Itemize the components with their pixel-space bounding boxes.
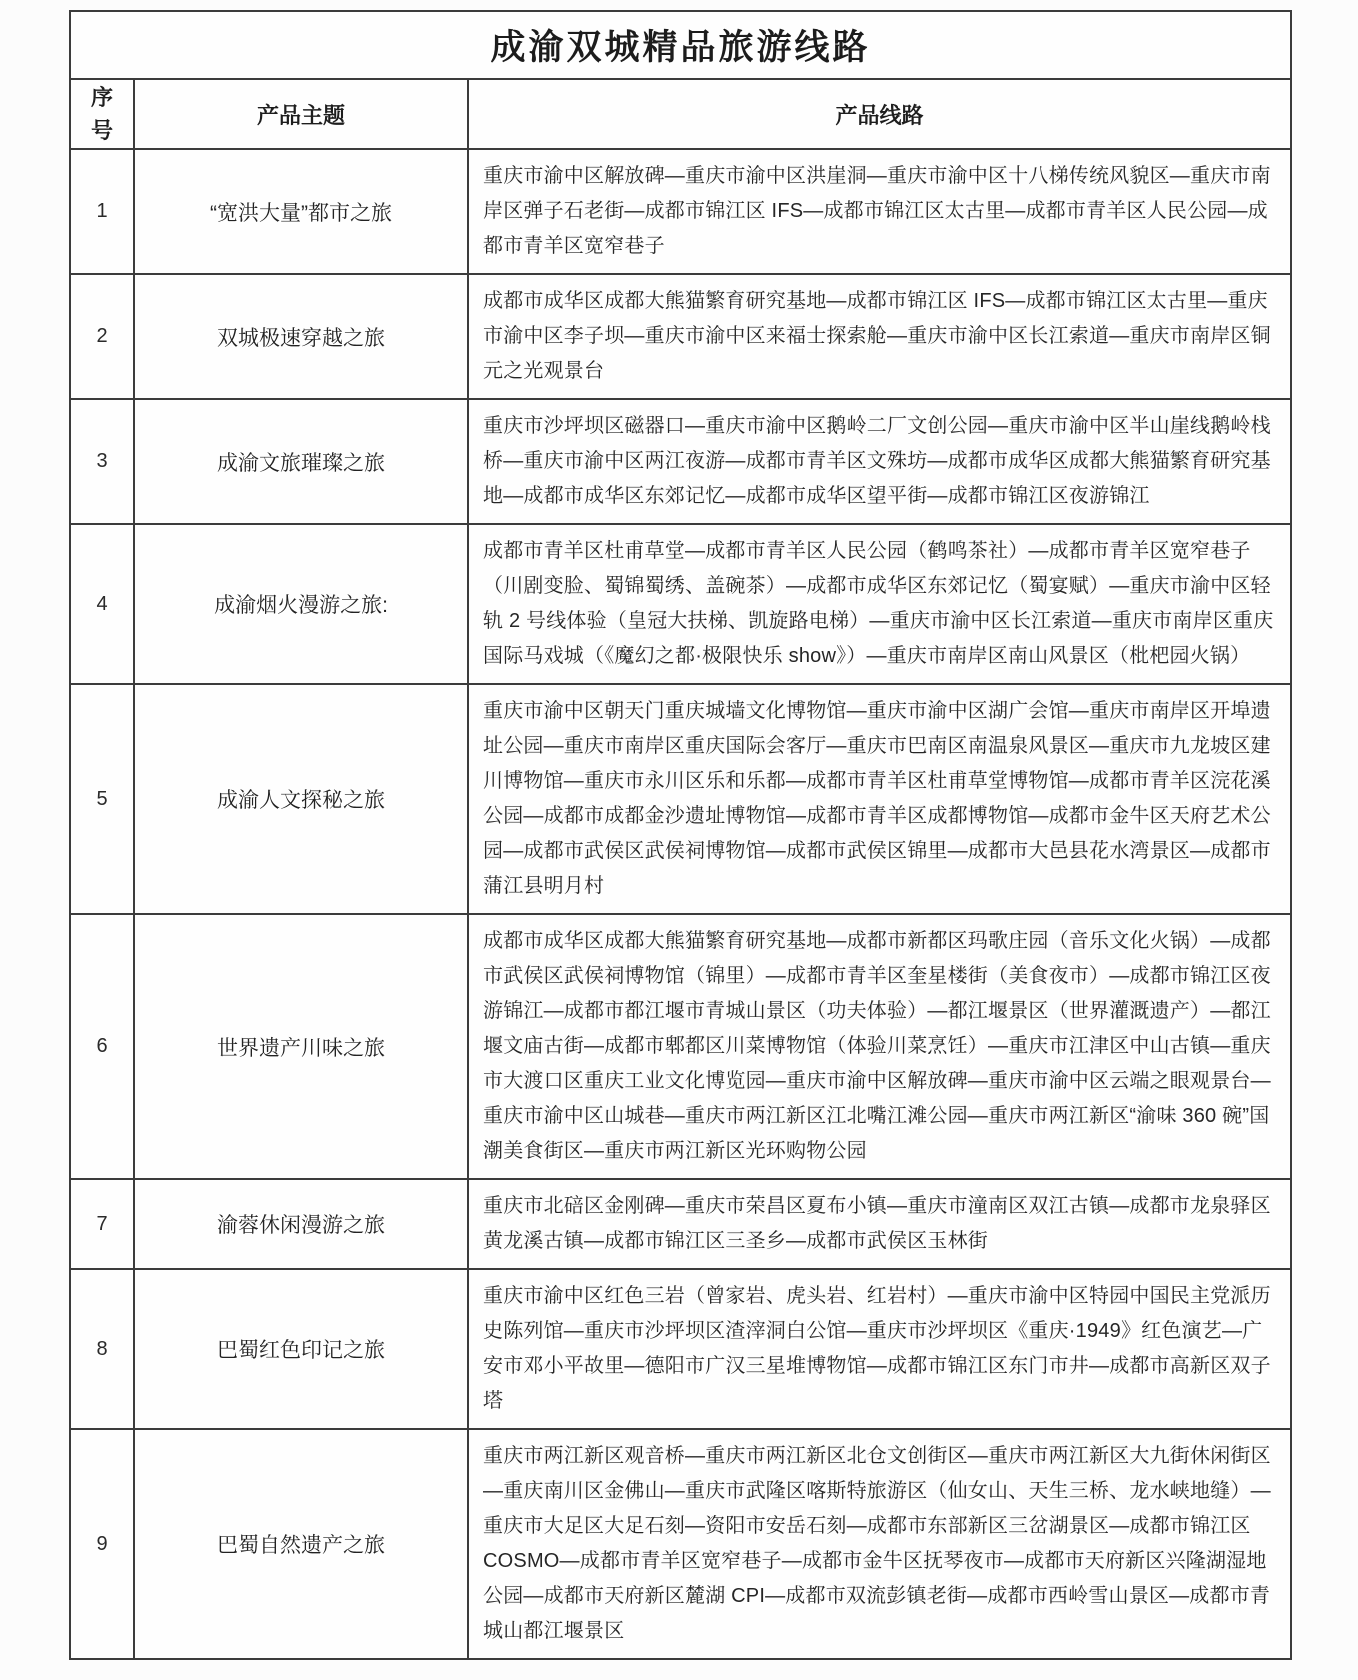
row-route: 重庆市两江新区观音桥—重庆市两江新区北仓文创街区—重庆市两江新区大九街休闲街区—重庆南川区金佛山—重庆市武隆区喀斯特旅游区（仙女山、天生三桥、龙水峡地缝）—重庆市大足区大足石刻—资阳市安岳石刻—成都市东部新区三岔湖景区—成都市锦江区 COSMO—成都市青羊区宽窄巷子—成都市金牛区抚琴夜市—成都市天府新区兴隆湖湿地公园—成都市天府新区麓湖 CPI—成都市双流彭镇老街—成都市西岭雪山景区—成都市青城山都江堰景区 <box>468 1429 1291 1659</box>
row-route: 重庆市北碚区金刚碑—重庆市荣昌区夏布小镇—重庆市潼南区双江古镇—成都市龙泉驿区黄龙溪古镇—成都市锦江区三圣乡—成都市武侯区玉林街 <box>468 1179 1291 1269</box>
row-route: 重庆市渝中区朝天门重庆城墙文化博物馆—重庆市渝中区湖广会馆—重庆市南岸区开埠遗址公园—重庆市南岸区重庆国际会客厅—重庆市巴南区南温泉风景区—重庆市九龙坡区建川博物馆—重庆市永川区乐和乐都—成都市青羊区杜甫草堂博物馆—成都市青羊区浣花溪公园—成都市成都金沙遗址博物馆—成都市青羊区成都博物馆—成都市金牛区天府艺术公园—成都市武侯区武侯祠博物馆—成都市武侯区锦里—成都市大邑县花水湾景区—成都市蒲江县明月村 <box>468 684 1291 914</box>
row-number: 3 <box>70 399 134 524</box>
row-theme: 成渝人文探秘之旅 <box>134 684 468 914</box>
row-theme: 巴蜀自然遗产之旅 <box>134 1429 468 1659</box>
row-number: 5 <box>70 684 134 914</box>
row-route: 成都市青羊区杜甫草堂—成都市青羊区人民公园（鹤鸣茶社）—成都市青羊区宽窄巷子（川剧变脸、蜀锦蜀绣、盖碗茶）—成都市成华区东郊记忆（蜀宴赋）—重庆市渝中区轻轨 2 号线体验（皇冠大扶梯、凯旋路电梯）—重庆市渝中区长江索道—重庆市南岸区重庆国际马戏城（《魔幻之都·极限快乐 show》）—重庆市南岸区南山风景区（枇杷园火锅） <box>468 524 1291 684</box>
row-number: 2 <box>70 274 134 399</box>
row-theme: “宽洪大量”都市之旅 <box>134 149 468 274</box>
table-row <box>70 914 1291 1179</box>
table-title: 成渝双城精品旅游线路 <box>70 11 1291 79</box>
table-row <box>70 399 1291 524</box>
table-row <box>70 1429 1291 1659</box>
row-number: 6 <box>70 914 134 1179</box>
row-number: 1 <box>70 149 134 274</box>
row-number: 9 <box>70 1429 134 1659</box>
header-index-label: 序号 <box>90 85 113 143</box>
row-route: 重庆市渝中区红色三岩（曾家岩、虎头岩、红岩村）—重庆市渝中区特园中国民主党派历史陈列馆—重庆市沙坪坝区渣滓洞白公馆—重庆市沙坪坝区《重庆·1949》红色演艺—广安市邓小平故里—德阳市广汉三星堆博物馆—成都市锦江区东门市井—成都市高新区双子塔 <box>468 1269 1291 1429</box>
table-row <box>70 524 1291 684</box>
table-row <box>70 274 1291 399</box>
table-row <box>70 149 1291 274</box>
header-theme: 产品主题 <box>134 79 468 149</box>
row-number: 7 <box>70 1179 134 1269</box>
row-theme: 双城极速穿越之旅 <box>134 274 468 399</box>
header-route: 产品线路 <box>468 79 1291 149</box>
row-theme: 成渝烟火漫游之旅: <box>134 524 468 684</box>
row-theme: 成渝文旅璀璨之旅 <box>134 399 468 524</box>
table-row <box>70 1269 1291 1429</box>
row-route: 成都市成华区成都大熊猫繁育研究基地—成都市新都区玛歌庄园（音乐文化火锅）—成都市武侯区武侯祠博物馆（锦里）—成都市青羊区奎星楼街（美食夜市）—成都市锦江区夜游锦江—成都市都江堰市青城山景区（功夫体验）—都江堰景区（世界灌溉遗产）—都江堰文庙古街—成都市郫都区川菜博物馆（体验川菜烹饪）—重庆市江津区中山古镇—重庆市大渡口区重庆工业文化博览园—重庆市渝中区解放碑—重庆市渝中区云端之眼观景台—重庆市渝中区山城巷—重庆市两江新区江北嘴江滩公园—重庆市两江新区“渝味 360 碗”国潮美食街区—重庆市两江新区光环购物公园 <box>468 914 1291 1179</box>
tour-routes-table <box>69 10 1292 1660</box>
table-row <box>70 684 1291 914</box>
row-number: 8 <box>70 1269 134 1429</box>
row-route: 重庆市沙坪坝区磁器口—重庆市渝中区鹅岭二厂文创公园—重庆市渝中区半山崖线鹅岭栈桥—重庆市渝中区两江夜游—成都市青羊区文殊坊—成都市成华区成都大熊猫繁育研究基地—成都市成华区东郊记忆—成都市成华区望平街—成都市锦江区夜游锦江 <box>468 399 1291 524</box>
row-route: 重庆市渝中区解放碑—重庆市渝中区洪崖洞—重庆市渝中区十八梯传统风貌区—重庆市南岸区弹子石老街—成都市锦江区 IFS—成都市锦江区太古里—成都市青羊区人民公园—成都市青羊区宽窄巷子 <box>468 149 1291 274</box>
row-theme: 巴蜀红色印记之旅 <box>134 1269 468 1429</box>
row-theme: 渝蓉休闲漫游之旅 <box>134 1179 468 1269</box>
row-route: 成都市成华区成都大熊猫繁育研究基地—成都市锦江区 IFS—成都市锦江区太古里—重庆市渝中区李子坝—重庆市渝中区来福士探索舱—重庆市渝中区长江索道—重庆市南岸区铜元之光观景台 <box>468 274 1291 399</box>
header-row <box>70 79 1291 149</box>
table-row <box>70 1179 1291 1269</box>
row-theme: 世界遗产川味之旅 <box>134 914 468 1179</box>
header-index <box>70 79 134 149</box>
title-row <box>70 11 1291 79</box>
row-number: 4 <box>70 524 134 684</box>
